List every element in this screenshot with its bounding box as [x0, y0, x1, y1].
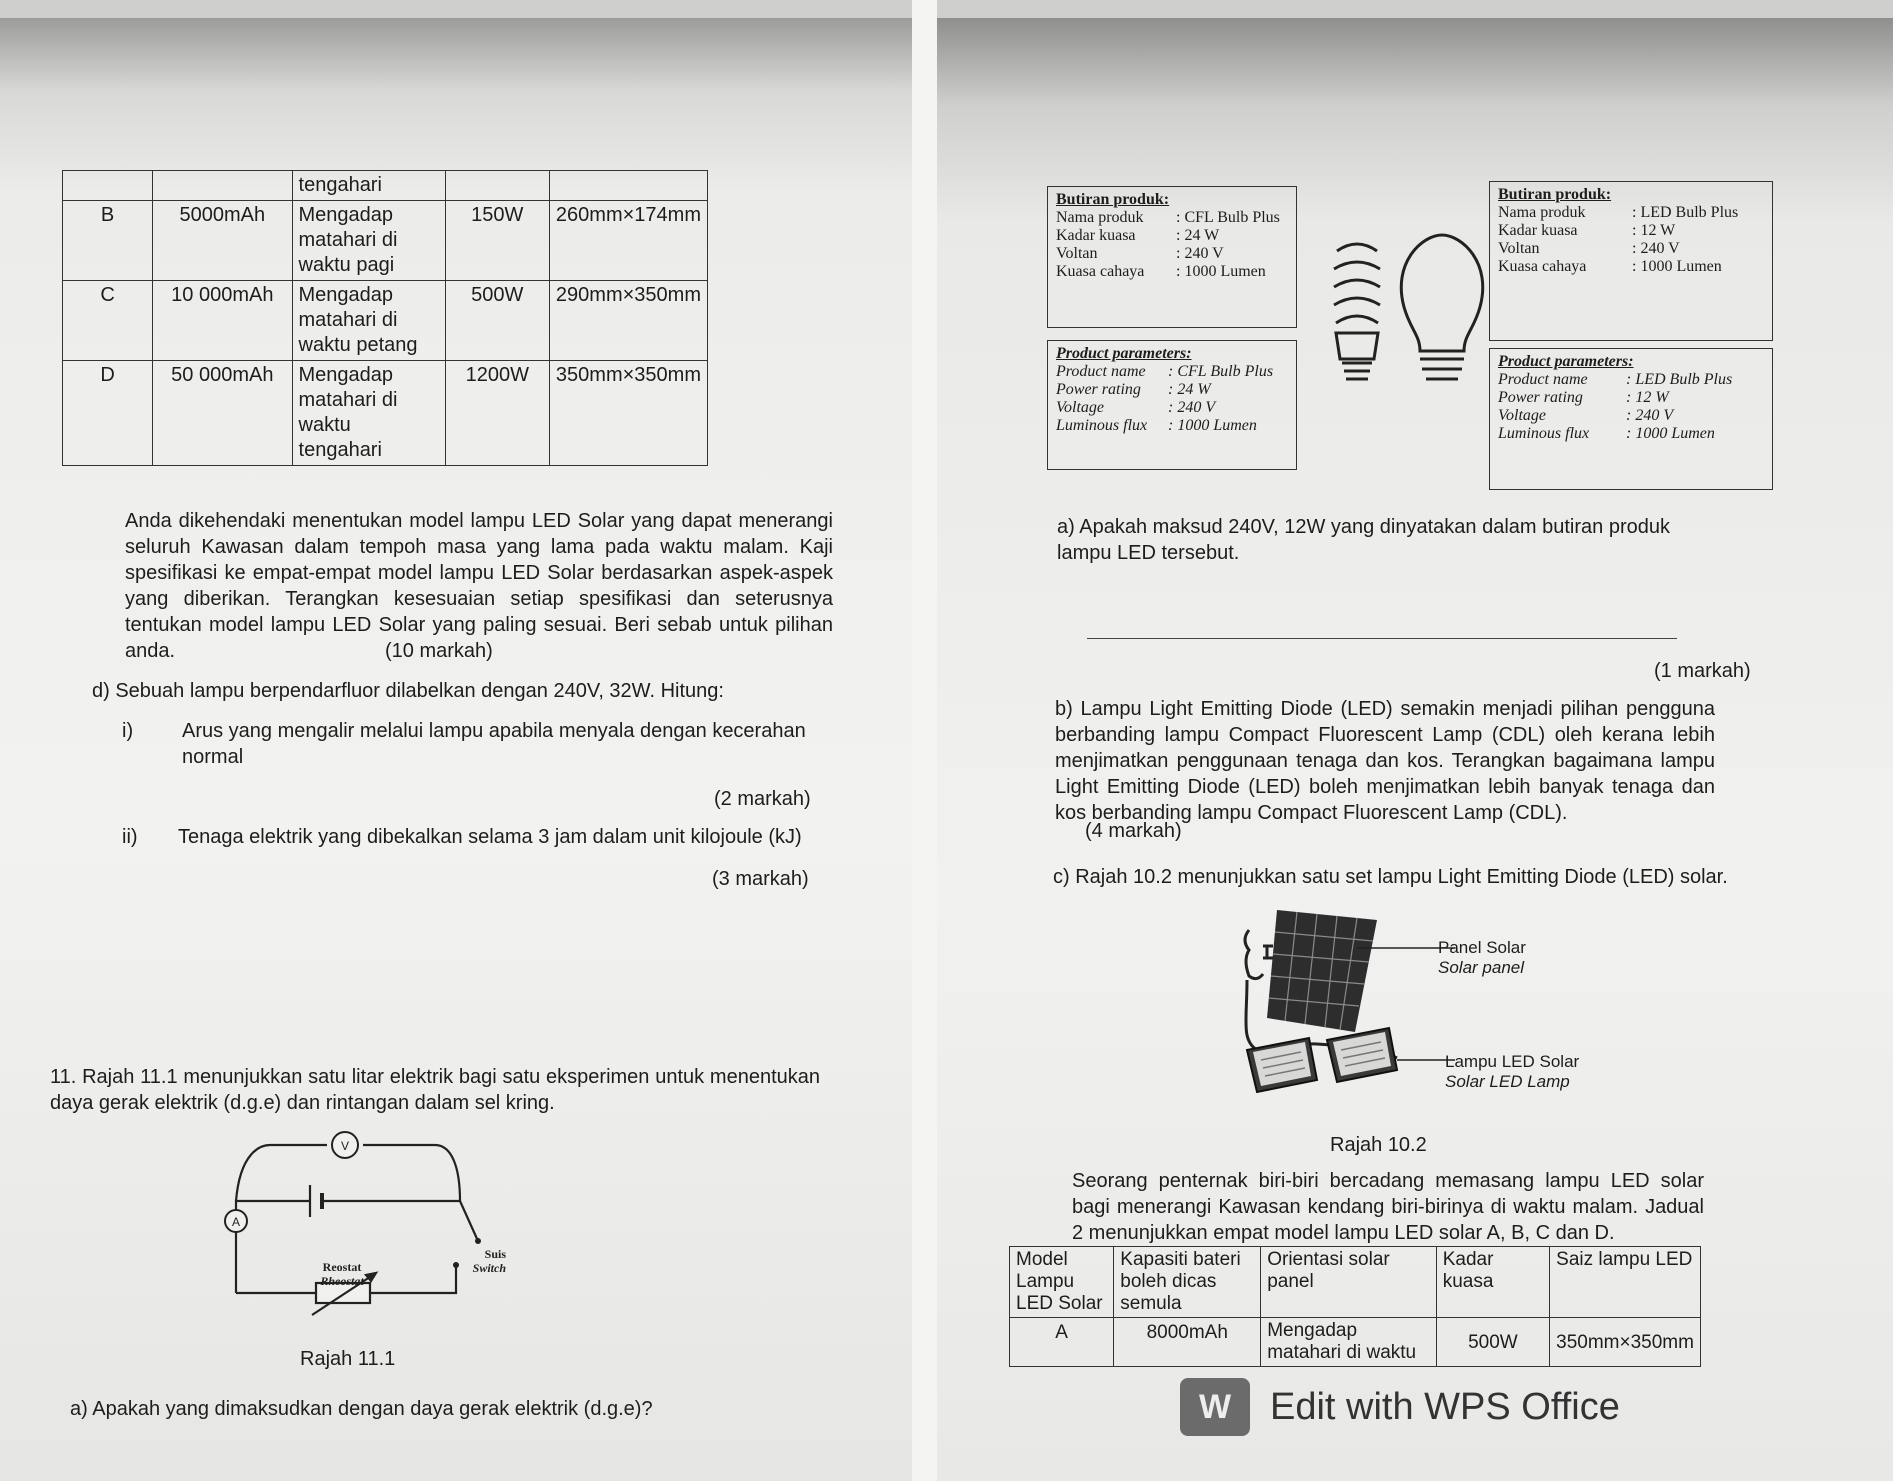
- led-model-table-continued: [62, 170, 708, 466]
- table-cell: 350mm×350mm: [549, 361, 707, 466]
- solar-led-model-table: [1009, 1246, 1701, 1367]
- question-d-i: Arus yang mengalir melalui lampu apabila menyala dengan kecerahan normal: [182, 720, 806, 768]
- cfl-heading-en: Product parameters:: [1056, 345, 1192, 362]
- spec-row: Voltan : 240 V: [1056, 245, 1224, 262]
- answer-line: [1087, 638, 1677, 639]
- question-d: d) Sebuah lampu berpendarfluor dilabelkan dengan 240V, 32W. Hitung:: [92, 680, 724, 702]
- spec-row: Luminous flux : 1000 Lumen: [1498, 425, 1715, 442]
- table-cell: 290mm×350mm: [549, 281, 707, 361]
- table-cell: C: [63, 281, 153, 361]
- spec-row: Product name : CFL Bulb Plus: [1056, 363, 1274, 380]
- spec-row: Voltage : 240 V: [1498, 407, 1674, 424]
- table-cell: Mengadap matahari di waktu petang: [292, 281, 445, 361]
- table-cell: Mengadap matahari di waktu tengahari: [292, 361, 445, 466]
- spec-row: Kuasa cahaya : 1000 Lumen: [1498, 258, 1722, 275]
- left-page: [0, 18, 912, 1481]
- wps-watermark[interactable]: [1180, 1378, 1620, 1436]
- cfl-bulb-icon: [1334, 244, 1380, 379]
- table-header-row: [1010, 1247, 1701, 1318]
- spec-row: Voltage : 240 V: [1056, 399, 1216, 416]
- table-cell: Mengadap matahari di waktu: [1261, 1318, 1436, 1367]
- table-cell: D: [63, 361, 153, 466]
- table-row: [63, 281, 708, 361]
- spec-row: Kuasa cahaya : 1000 Lumen: [1056, 263, 1266, 280]
- table-cell: 260mm×174mm: [549, 201, 707, 281]
- table-cell: 500W: [445, 281, 549, 361]
- figure-caption-10-2: Rajah 10.2: [1330, 1134, 1427, 1156]
- table-row: [63, 171, 708, 201]
- table-header: Kadar kuasa: [1436, 1247, 1549, 1318]
- switch-contact: [453, 1262, 459, 1268]
- question-d-ii: Tenaga elektrik yang dibekalkan selama 3 jam dalam unit kilojoule (kJ): [178, 826, 802, 848]
- voltmeter-wire: [236, 1145, 327, 1201]
- led-heading-en: Product parameters:: [1498, 353, 1634, 370]
- question-d-i-number: i): [122, 720, 134, 742]
- table-header: Model Lampu LED Solar: [1010, 1247, 1114, 1318]
- bulb-illustrations: [1312, 223, 1492, 423]
- spec-row: Power rating : 24 W: [1056, 381, 1211, 398]
- table-header: Kapasiti bateri boleh dicas semula: [1114, 1247, 1261, 1318]
- table-cell: 150W: [445, 201, 549, 281]
- cfl-product-details: [1047, 186, 1297, 328]
- table-cell: 1200W: [445, 361, 549, 466]
- question-d-ii-number: ii): [122, 826, 138, 848]
- table-row: [1010, 1318, 1701, 1367]
- table-cell: 8000mAh: [1114, 1318, 1261, 1367]
- question-11: 11. Rajah 11.1 menunjukkan satu litar elektrik bagi satu eksperimen untuk menentukan daya gerak elektrik (d.g.e) dan rintangan dalam sel kring.: [50, 1066, 820, 1114]
- question-d-ii-marks: (3 markah): [712, 868, 809, 890]
- solar-led-lamp-icon: [1247, 1028, 1397, 1092]
- figure-caption-11-1: Rajah 11.1: [300, 1348, 396, 1370]
- voltmeter-label: V: [340, 1139, 350, 1153]
- table-header: Saiz lampu LED: [1550, 1247, 1701, 1318]
- cfl-heading-ms: Butiran produk:: [1056, 191, 1170, 208]
- table-cell: 10 000mAh: [153, 281, 292, 361]
- table-cell: 500W: [1436, 1318, 1549, 1367]
- spec-row: Kadar kuasa : 24 W: [1056, 227, 1220, 244]
- table-header: Orientasi solar panel: [1261, 1247, 1436, 1318]
- right-page: [937, 18, 1893, 1481]
- circuit-wire: [340, 1201, 478, 1241]
- task-marks: (10 markah): [385, 640, 493, 662]
- spec-row: Nama produk : LED Bulb Plus: [1498, 204, 1739, 221]
- question-c: c) Rajah 10.2 menunjukkan satu set lampu Light Emitting Diode (LED) solar.: [1053, 866, 1728, 888]
- table-cell: [549, 171, 707, 201]
- question-d-i-marks: (2 markah): [714, 788, 811, 810]
- solar-panel-icon: [1267, 910, 1377, 1032]
- rheostat-label-ms: Reostat: [322, 1260, 362, 1274]
- table-cell: 5000mAh: [153, 201, 292, 281]
- task-paragraph: Anda dikehendaki menentukan model lampu LED Solar yang dapat menerangi seluruh Kawasan dalam tempoh masa yang lama pada waktu malam. Kaji spesifikasi ke empat-empat model lampu LED Solar berdasarkan aspek-aspek yang diberikan. Terangkan kesesuaian setiap spesifikasi dan seterusnya tentukan model lampu LED Solar yang paling sesuai. Beri sebab untuk pilihan anda.: [125, 510, 833, 662]
- solar-panel-label-en: Solar panel: [1438, 958, 1525, 977]
- question-b: b) Lampu Light Emitting Diode (LED) semakin menjadi pilihan pengguna berbanding lampu Compact Fluorescent Lamp (CDL) oleh kerana lebih menjimatkan penggunaan tenaga dan kos. Terangkan bagaimana lampu Light Emitting Diode (LED) boleh menjimatkan lebih banyak tenaga dan kos berbanding lampu Compact Fluorescent Lamp (CDL).: [1055, 698, 1715, 824]
- solar-panel-label-ms: Panel Solar: [1438, 938, 1526, 957]
- table-cell: A: [1010, 1318, 1114, 1367]
- voltmeter-wire: [363, 1145, 460, 1201]
- table-cell: B: [63, 201, 153, 281]
- led-product-parameters: [1489, 348, 1773, 490]
- solar-led-figure: [1237, 900, 1457, 1110]
- table-cell: tengahari: [292, 171, 445, 201]
- spec-row: Nama produk : CFL Bulb Plus: [1056, 209, 1280, 226]
- table-cell: [63, 171, 153, 201]
- question-a-marks: (1 markah): [1654, 660, 1751, 682]
- table-row: [63, 361, 708, 466]
- circuit-wire: [236, 1201, 310, 1211]
- led-product-details: [1489, 181, 1773, 341]
- spec-row: Kadar kuasa : 12 W: [1498, 222, 1676, 239]
- switch-label-ms: Suis: [484, 1247, 506, 1261]
- spec-row: Product name : LED Bulb Plus: [1498, 371, 1733, 388]
- table-cell: [153, 171, 292, 201]
- cfl-product-parameters: [1047, 340, 1297, 470]
- wps-logo-icon: W: [1180, 1378, 1250, 1436]
- wps-edit-text[interactable]: Edit with WPS Office: [1270, 1385, 1620, 1428]
- table-row: [63, 201, 708, 281]
- question-b-marks: (4 markah): [1085, 820, 1182, 842]
- led-bulb-icon: [1401, 235, 1482, 379]
- table-cell: Mengadap matahari di waktu pagi: [292, 201, 445, 281]
- question-11-a: a) Apakah yang dimaksudkan dengan daya gerak elektrik (d.g.e)?: [70, 1398, 653, 1420]
- spec-row: Luminous flux : 1000 Lumen: [1056, 417, 1257, 434]
- ammeter-label: A: [231, 1215, 241, 1229]
- farmer-paragraph: Seorang penternak biri-biri bercadang memasang lampu LED solar bagi menerangi Kawasan kendang biri-birinya di waktu malam. Jadual 2 menunjukkan empat model lampu LED solar A, B, C dan D.: [1072, 1170, 1704, 1244]
- solar-lamp-label-en: Solar LED Lamp: [1445, 1072, 1570, 1091]
- question-a: a) Apakah maksud 240V, 12W yang dinyatakan dalam butiran produk lampu LED tersebut.: [1057, 516, 1670, 564]
- spec-row: Voltan : 240 V: [1498, 240, 1680, 257]
- rheostat-label-en: Rheostat: [320, 1274, 364, 1288]
- circuit-diagram: [200, 1123, 506, 1343]
- page-gap: [912, 0, 937, 1481]
- table-cell: 50 000mAh: [153, 361, 292, 466]
- led-heading-ms: Butiran produk:: [1498, 186, 1612, 203]
- switch-label-en: Switch: [472, 1261, 506, 1275]
- switch-pivot: [475, 1238, 481, 1244]
- table-cell: [445, 171, 549, 201]
- table-cell: 350mm×350mm: [1550, 1318, 1701, 1367]
- solar-lamp-label-ms: Lampu LED Solar: [1445, 1052, 1580, 1071]
- spec-row: Power rating : 12 W: [1498, 389, 1669, 406]
